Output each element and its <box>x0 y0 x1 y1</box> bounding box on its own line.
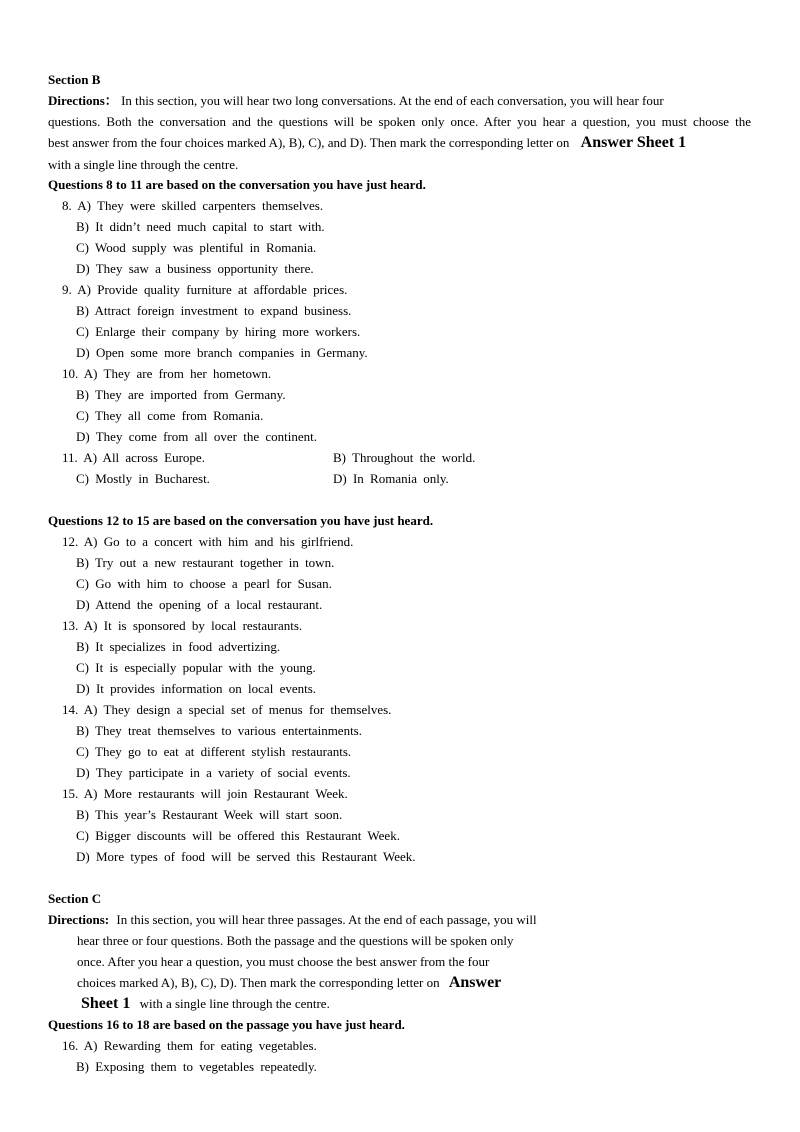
q13-option-a: 13. A) It is sponsored by local restaurants. <box>62 618 303 633</box>
questions-8-11-header: Questions 8 to 11 are based on the conversation you have just heard. <box>48 177 426 192</box>
q11-option-b: B) Throughout the world. <box>333 450 476 465</box>
q10-option-b: B) They are imported from Germany. <box>76 387 286 402</box>
q14-option-b: B) They treat themselves to various entertainments. <box>76 723 362 738</box>
section-c-directions-line5 <box>81 996 330 1012</box>
q8-option-a: 8. A) They were skilled carpenters themselves. <box>62 198 324 213</box>
section-c-directions-line3: once. After you hear a question, you must choose the best answer from the four <box>77 954 490 969</box>
q9-option-d: D) Open some more branch companies in Germany. <box>76 345 368 360</box>
q13-option-c: C) It is especially popular with the young. <box>76 660 316 675</box>
section-b-directions-label: Directions： <box>48 93 118 108</box>
section-c-directions-text1: In this section, you will hear three passages. At the end of each passage, you will <box>116 912 537 927</box>
section-b-heading: Section B <box>48 72 101 87</box>
section-b-directions-line3 <box>48 135 686 151</box>
answer-word: Answer <box>448 974 502 991</box>
q9-option-a: 9. A) Provide quality furniture at affordable prices. <box>62 282 348 297</box>
questions-16-18-header: Questions 16 to 18 are based on the passage you have just heard. <box>48 1017 405 1032</box>
section-c-directions-line4 <box>77 975 501 991</box>
q11-option-a: 11. A) All across Europe. <box>62 450 205 465</box>
q16-option-a: 16. A) Rewarding them for eating vegetables. <box>62 1038 317 1053</box>
q12-option-b: B) Try out a new restaurant together in town. <box>76 555 335 570</box>
q12-option-d: D) Attend the opening of a local restaurant. <box>76 597 323 612</box>
sheet-1-label: Sheet 1 <box>81 995 131 1012</box>
q13-option-d: D) It provides information on local events. <box>76 681 317 696</box>
q10-option-c: C) They all come from Romania. <box>76 408 264 423</box>
q15-option-b: B) This year’s Restaurant Week will start soon. <box>76 807 343 822</box>
questions-12-15-header: Questions 12 to 15 are based on the conversation you have just heard. <box>48 513 434 528</box>
q14-option-a: 14. A) They design a special set of menus for themselves. <box>62 702 392 717</box>
q12-option-c: C) Go with him to choose a pearl for Susan. <box>76 576 332 591</box>
q16-option-b: B) Exposing them to vegetables repeatedly. <box>76 1059 317 1074</box>
q11-option-c: C) Mostly in Bucharest. <box>76 471 210 486</box>
q14-option-d: D) They participate in a variety of social events. <box>76 765 351 780</box>
q9-option-b: B) Attract foreign investment to expand business. <box>76 303 352 318</box>
section-c-directions-line1 <box>48 912 537 928</box>
q15-option-d: D) More types of food will be served this Restaurant Week. <box>76 849 416 864</box>
section-b-directions-text3: best answer from the four choices marked A), B), C), and D). Then mark the corresponding letter on <box>48 135 570 150</box>
q13-option-b: B) It specializes in food advertizing. <box>76 639 281 654</box>
section-c-directions-line2: hear three or four questions. Both the passage and the questions will be spoken only <box>77 933 514 948</box>
q10-option-a: 10. A) They are from her hometown. <box>62 366 272 381</box>
q8-option-c: C) Wood supply was plentiful in Romania. <box>76 240 317 255</box>
q15-option-c: C) Bigger discounts will be offered this Restaurant Week. <box>76 828 400 843</box>
section-c-directions-label: Directions: <box>48 912 110 927</box>
q12-option-a: 12. A) Go to a concert with him and his girlfriend. <box>62 534 354 549</box>
q8-option-b: B) It didn’t need much capital to start with. <box>76 219 325 234</box>
q8-option-d: D) They saw a business opportunity there. <box>76 261 314 276</box>
section-b-directions-line1 <box>48 93 664 109</box>
answer-sheet-label: Answer Sheet 1 <box>580 134 687 151</box>
q14-option-c: C) They go to eat at different stylish restaurants. <box>76 744 352 759</box>
section-c-directions-text4: choices marked A), B), C), D). Then mark the corresponding letter on <box>77 975 440 990</box>
q15-option-a: 15. A) More restaurants will join Restaurant Week. <box>62 786 348 801</box>
section-b-directions-line4: with a single line through the centre. <box>48 157 239 172</box>
q11-option-d: D) In Romania only. <box>333 471 449 486</box>
section-b-directions-line2: questions. Both the conversation and the questions will be spoken only once. After you hear a question, you must choose the <box>48 114 751 129</box>
q9-option-c: C) Enlarge their company by hiring more workers. <box>76 324 361 339</box>
section-b-directions-text1: In this section, you will hear two long conversations. At the end of each conversation, you will hear four <box>121 93 664 108</box>
section-c-directions-text5: with a single line through the centre. <box>139 996 330 1011</box>
q10-option-d: D) They come from all over the continent. <box>76 429 317 444</box>
section-c-heading: Section C <box>48 891 102 906</box>
